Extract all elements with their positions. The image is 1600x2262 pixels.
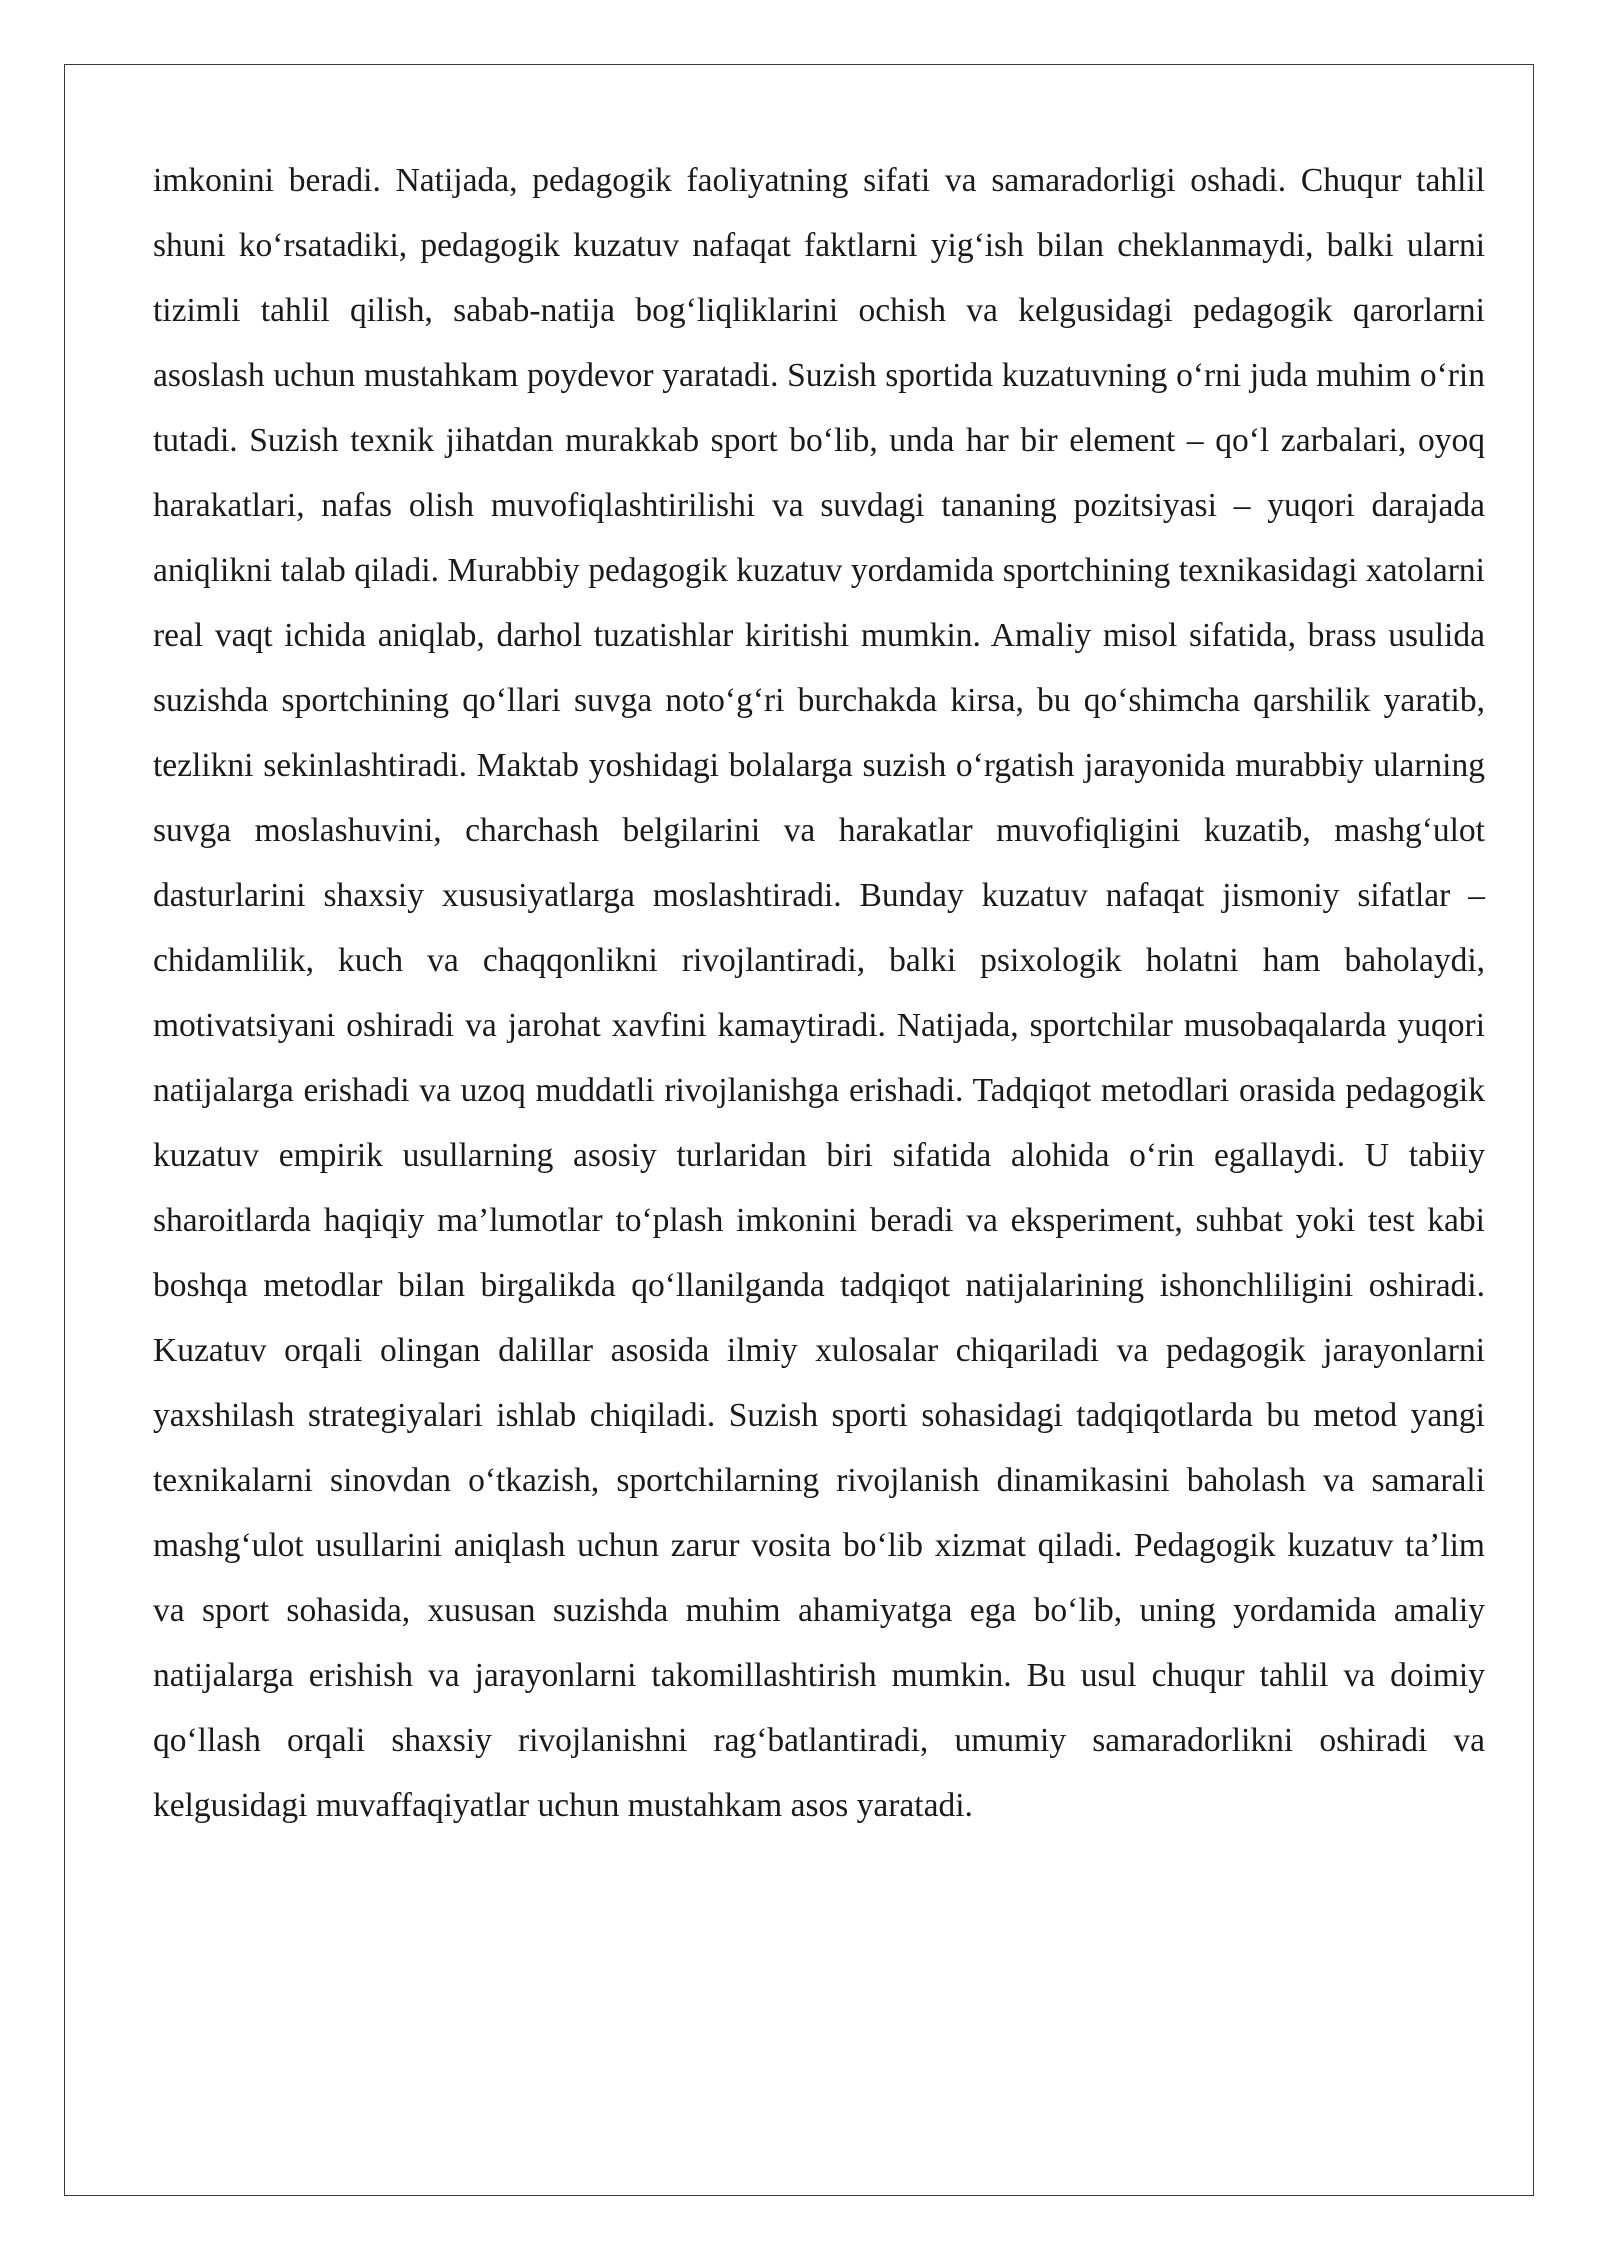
body-paragraph: imkonini beradi. Natijada, pedagogik faoliyatning sifati va samaradorligi oshadi. Chuqur tahlil shuni ko‘rsatadiki, pedagogik kuzatuv nafaqat faktlarni yig‘ish bilan cheklanmaydi, balki ularni tizimli tahlil qilish, sabab-natija bog‘liqliklarini ochish va kelgusidagi pedagogik qarorlarni asoslash uchun mustahkam poydevor yaratadi. Suzish sportida kuzatuvning o‘rni juda muhim o‘rin tutadi. Suzish texnik jihatdan murakkab sport bo‘lib, unda har bir element – qo‘l zarbalari, oyoq harakatlari, nafas olish muvofiqlashtirilishi va suvdagi tananing pozitsiyasi – yuqori darajada aniqlikni talab qiladi. Murabbiy pedagogik kuzatuv yordamida sportchining texnikasidagi xatolarni real vaqt ichida aniqlab, darhol tuzatishlar kiritishi mumkin. Amaliy misol sifatida, brass usulida suzishda sportchining qo‘llari suvga noto‘g‘ri burchakda kirsa, bu qo‘shimcha qarshilik yaratib, tezlikni sekinlashtiradi. Maktab yoshidagi bolalarga suzish o‘rgatish jarayonida murabbiy ularning suvga moslashuvini, charchash belgilarini va harakatlar muvofiqligini kuzatib, mashg‘ulot dasturlarini shaxsiy xususiyatlarga moslashtiradi. Bunday kuzatuv nafaqat jismoniy sifatlar – chidamlilik, kuch va chaqqonlikni rivojlantiradi, balki psixologik holatni ham baholaydi, motivatsiyani oshiradi va jarohat xavfini kamaytiradi. Natijada, sportchilar musobaqalarda yuqori natijalarga erishadi va uzoq muddatli rivojlanishga erishadi. Tadqiqot metodlari orasida pedagogik kuzatuv empirik usullarning asosiy turlaridan biri sifatida alohida o‘rin egallaydi. U tabiiy sharoitlarda haqiqiy ma’lumotlar to‘plash imkonini beradi va eksperiment, suhbat yoki test kabi boshqa metodlar bilan birgalikda qo‘llanilganda tadqiqot natijalarining ishonchliligini oshiradi. Kuzatuv orqali olingan dalillar asosida ilmiy xulosalar chiqariladi va pedagogik jarayonlarni yaxshilash strategiyalari ishlab chiqiladi. Suzish sporti sohasidagi tadqiqotlarda bu metod yangi texnikalarni sinovdan o‘tkazish, sportchilarning rivojlanish dinamikasini baholash va samarali mashg‘ulot usullarini aniqlash uchun zarur vosita bo‘lib xizmat qiladi. Pedagogik kuzatuv ta’lim va sport sohasida, xususan suzishda muhim ahamiyatga ega bo‘lib, uning yordamida amaliy natijalarga erishish va jarayonlarni takomillashtirish mumkin. Bu usul chuqur tahlil va doimiy qo‘llash orqali shaxsiy rivojlanishni rag‘batlantiradi, umumiy samaradorlikni oshiradi va kelgusidagi muvaffaqiyatlar uchun mustahkam asos yaratadi.	[153, 162, 1485, 1824]
